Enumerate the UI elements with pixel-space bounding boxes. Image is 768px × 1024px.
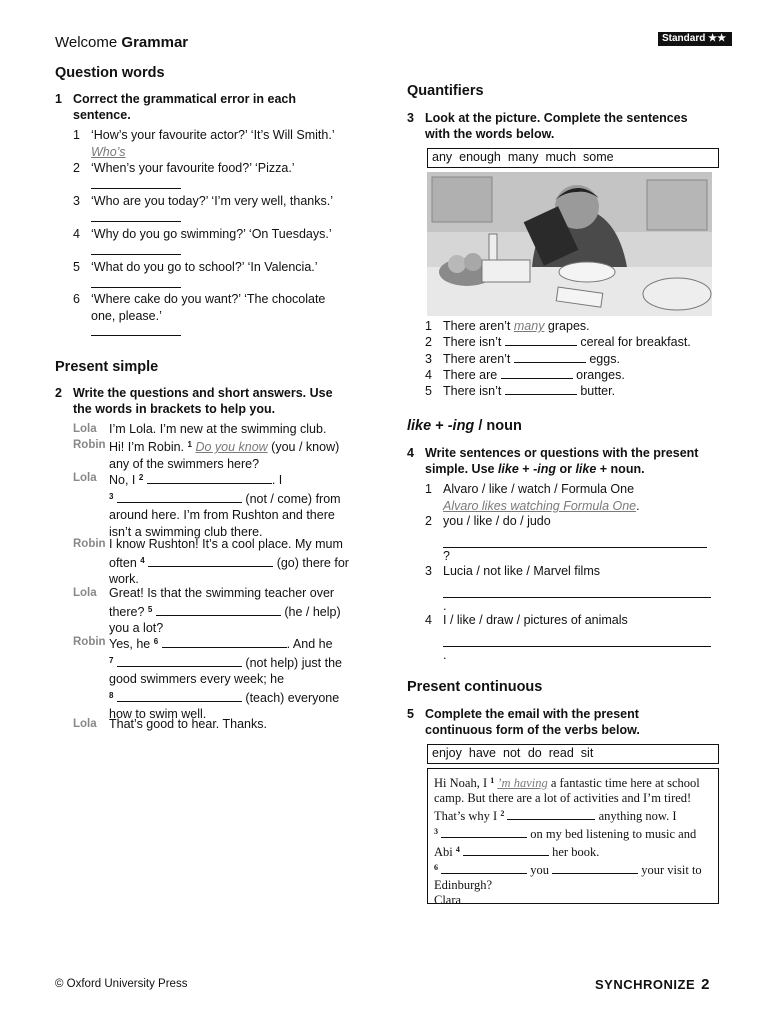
ex4-item-2: 2 you / like / do / judo ? [425,513,715,564]
boy-pouring-cereal-image [427,172,712,316]
answer-blank[interactable] [91,277,181,288]
exercise-3-instruction: 3 Look at the picture. Complete the sentences with the words below. [407,111,688,141]
answer-blank[interactable] [501,368,573,379]
ex1-item-1: 1 ‘How’s your favourite actor?’ ‘It’s Will Smith.’ Who’s [73,127,358,160]
answer-blank[interactable] [162,637,287,648]
word-option: any [432,150,453,164]
answer-blank[interactable] [156,605,281,616]
ex1-item-1-answer: Who’s [91,144,126,159]
dialogue-line-3: Lola No, I $^2$ . I $^3$ (not / come) from around here. I’m from Rushton and there isn’t a swimming club there. [73,472,341,539]
dialogue-line-6: Robin Yes, he $^6$ . And he $^7$ (not help) just the good swimmers every week; he $^8$ (teach) everyone how to swim well. [73,636,342,721]
present-continuous-heading: Present continuous [407,679,543,695]
word-option: sit [580,746,594,760]
exercise-4-instruction: 4 Write sentences or questions with the present simple. Use like + -ing or like + noun. [407,446,699,476]
speaker-label: Robin [73,636,106,648]
quantifiers-heading: Quantifiers [407,83,484,99]
answer-blank[interactable] [505,384,577,395]
answer-blank[interactable] [148,556,273,567]
exercise-2-instruction: 2 Write the questions and short answers. Use the words in brackets to help you. [55,386,333,416]
copyright-footer: © Oxford University Press [55,978,188,990]
answer-blank[interactable] [91,244,181,255]
answer-blank[interactable] [91,178,181,189]
answer-blank[interactable] [117,691,242,702]
continuous-word-box [427,744,719,764]
speaker-label: Robin [73,538,106,550]
exercise-5-instruction: 5 Complete the email with the present continuous form of the verbs below. [407,707,640,737]
dialogue-line-7: Lola That’s good to hear. Thanks. [73,717,267,731]
ex4-item-1: 1 Alvaro / like / watch / Formula One Alvaro likes watching Formula One. [425,482,640,513]
ex3-item-2: 2 There isn’t cereal for breakfast. [425,335,691,349]
speaker-label: Robin [73,439,106,451]
ex4-item-3: 3 Lucia / not like / Marvel films . [425,563,715,614]
word-option: many [507,150,539,164]
word-option: have [468,746,496,760]
email-signature: Clara [434,893,462,907]
speaker-label: Lola [73,423,97,435]
brand-name: SYNCHRONIZE [595,977,696,992]
ex1-item-4: 4 ‘Why do you go swimming?’ ‘On Tuesdays.’ [73,226,358,259]
ex1-item-3: 3 ‘Who are you today?’ ‘I’m very well, thanks.’ [73,193,358,226]
answer-line[interactable] [443,530,707,548]
answer-blank[interactable] [441,863,527,874]
speaker-label: Lola [73,587,97,599]
word-option: not do [503,746,542,760]
like-ing-heading: like + -ing / noun [407,418,522,434]
answer-blank[interactable] [505,335,577,346]
page-number: 2 [701,976,710,993]
example-answer: many [513,319,545,333]
page-header-title [55,34,188,51]
ex1-item-6: 6 ‘Where cake do you want?’ ‘The chocolate one, please.’ [73,291,343,341]
word-option: much [545,150,577,164]
ex3-item-4: 4 There are oranges. [425,368,625,382]
answer-blank[interactable] [117,492,242,503]
example-answer: Alvaro likes watching Formula One [443,498,637,513]
word-option: enjoy [432,746,462,760]
example-answer: ’m having [497,776,548,790]
answer-line[interactable] [443,629,711,647]
answer-line[interactable] [443,580,711,598]
ex4-item-4: 4 I / like / draw / pictures of animals . [425,612,715,663]
example-answer: Do you know [195,440,268,454]
answer-blank[interactable] [117,656,242,667]
answer-blank[interactable] [552,863,638,874]
ex3-item-5: 5 There isn’t butter. [425,384,616,398]
question-words-heading: Question words [55,65,165,81]
word-option: some [583,150,614,164]
dialogue-line-4: Robin I know Rushton! It’s a cool place. My mum often $^4$ (go) there for work. [73,537,349,586]
answer-blank[interactable] [514,352,586,363]
ex1-item-2: 2 ‘When’s your favourite food?’ ‘Pizza.’ [73,160,358,193]
answer-blank[interactable] [91,211,181,222]
answer-blank[interactable] [441,827,527,838]
kitchen-illustration [427,172,712,316]
level-badge: Standard ★★ [658,32,732,46]
exercise-1-instruction: 1 Correct the grammatical error in each sentence. [55,92,296,122]
unit-label: Welcome [55,34,118,51]
ex3-item-1: 1 There aren’t many grapes. [425,319,590,333]
dialogue-line-1: Lola I’m Lola. I’m new at the swimming club. [73,422,327,436]
word-option: enough [459,150,501,164]
speaker-label: Lola [73,472,97,484]
ex3-item-3: 3 There aren’t eggs. [425,352,620,366]
ex1-item-5: 5 ‘What do you go to school?’ ‘In Valencia.’ [73,259,358,292]
quantifiers-word-box [427,148,719,168]
word-option: read [548,746,574,760]
brand-footer [595,976,710,993]
answer-blank[interactable] [507,809,595,820]
dialogue-line-5: Lola Great! Is that the swimming teacher over there? $^5$ (he / help) you a lot? [73,586,341,635]
answer-blank[interactable] [463,845,549,856]
answer-blank[interactable] [147,473,272,484]
topic-label: Grammar [121,34,189,51]
dialogue-line-2: Robin Hi! I’m Robin. $^1$ Do you know (you / know) any of the swimmers here? [73,439,340,471]
present-simple-heading: Present simple [55,359,159,375]
speaker-label: Lola [73,718,97,730]
email-text-box: Hi Noah, I $^1$ ’m having a fantastic time here at school camp. But there are a lot of activities and I’m tired! That’s why I $^2$ anything now. I $^3$ on my bed listening to music and Abi $^4$ her book. $^6$ you your visit to Edinburgh? Clara [427,768,719,904]
answer-blank[interactable] [91,325,181,336]
